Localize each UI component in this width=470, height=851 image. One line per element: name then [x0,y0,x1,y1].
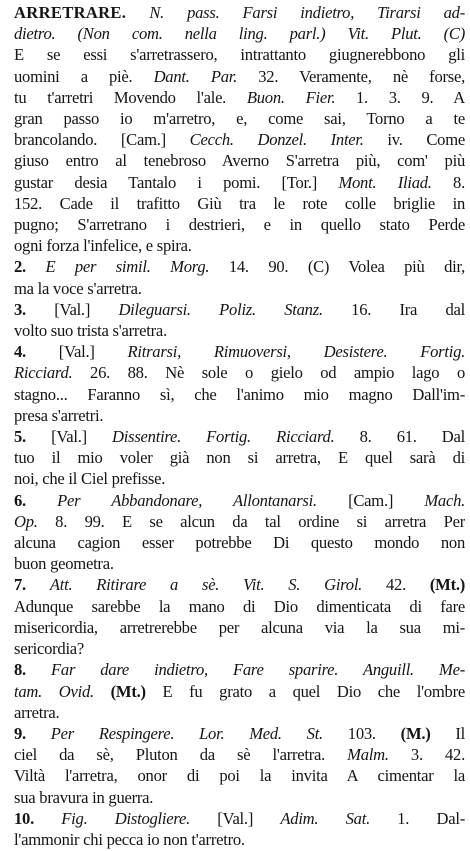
entry-definition [4,2,465,256]
sense-number: 9. [14,723,51,743]
text-line [4,426,465,447]
text-run: l'ammonir chi pecca io non t'arretro. [14,829,245,849]
text-line [4,172,465,193]
text-run: brancolando. [Cam.] [14,130,190,150]
text-run: Viltà l'arretra, onor di poi la invita A cimentar la [14,766,465,786]
italic-text: Ricciard. [14,363,73,383]
text-line [4,362,465,383]
text-run: 8. [431,172,465,192]
text-run: misericordia, arretrerebbe per alcuna via la sua mi- [14,617,465,637]
text-run: 8. 99. E se alcun da tal ordine si arretra Per [37,511,465,531]
text-line [4,23,465,44]
italic-text: Mach. [424,490,465,510]
text-run: [Val.] [54,299,119,319]
text-line [4,659,465,680]
sense-paragraph [4,341,465,426]
text-run: [Val.] [51,427,113,447]
italic-text: Cecch. Donzel. Inter. [189,130,364,150]
italic-text: Adim. Sat. [280,808,370,828]
text-line [4,341,465,362]
text-run: 3. 42. [388,745,465,765]
italic-text: Att. Ritirare a sè. Vit. S. Girol. [49,575,363,595]
text-run: noi, che il Ciel prefisse. [14,469,166,489]
dictionary-entry [4,2,465,850]
sense-paragraph [4,723,465,808]
text-line [4,150,465,171]
text-run: gustar desia Tantalo i pomi. [Tor.] [14,172,339,192]
italic-text: Ritrarsi, Rimuoversi, Desistere. Fortig. [127,342,465,362]
text-line [4,829,465,850]
text-run: tu t'arretri Movendo l'ale. [14,87,247,107]
text-line [4,574,465,595]
text-line [4,723,465,744]
sense-paragraph [4,490,465,575]
text-run: gran passo io m'arretro, e, come sai, Torno a te [14,109,465,129]
text-line [4,256,465,277]
text-run: 1. 3. 9. A [335,87,465,107]
text-run: pugno; S'arretrano i destrieri, e in quello stato Perde [14,215,465,235]
text-run: 42. [362,575,430,595]
italic-text: tam. Ovid. [14,681,94,701]
sense-number: (Mt.) [110,681,146,701]
italic-text: Dant. Par. [153,66,238,86]
sense-list [4,256,465,850]
italic-text: dietro. (Non com. nella ling. parl.) Vit. Plut. (C) [14,24,465,44]
italic-text: Far dare indietro, Fare sparire. Anguill. Me- [51,660,465,680]
italic-text: Dileguarsi. Poliz. Stanz. [118,299,323,319]
italic-text: Malm. [347,745,389,765]
text-run: 1. Dal- [369,808,465,828]
text-run: iv. Come [363,130,465,150]
sense-paragraph [4,659,465,723]
text-run: 14. 90. (C) Volea più dir, [209,257,465,277]
headword: ARRETRARE. [14,3,127,22]
italic-text: Dissentire. Fortig. Ricciard. [112,427,335,447]
text-line [4,468,465,489]
text-run: 16. Ira dal [322,299,465,319]
text-line [4,66,465,87]
text-line [4,744,465,765]
text-run: sericordia? [14,639,85,659]
sense-paragraph [4,256,465,298]
italic-text: Buon. Fier. [246,87,336,107]
text-line [4,447,465,468]
text-run: ciel da sè, Pluton da sè l'arretra. [14,745,348,765]
text-line [4,44,465,65]
text-run: volto suo trista s'arretra. [14,321,167,341]
text-line [4,511,465,532]
text-line [4,235,465,256]
text-line [4,2,465,23]
italic-text: Per Respingere. Lor. Med. St. [50,723,323,743]
text-run: [Cam.] [316,490,425,510]
text-run: Adunque sarebbe la mano di Dio dimenticata di fare [14,596,465,616]
text-run: ma la voce s'arretra. [14,278,142,298]
text-line [4,681,465,702]
text-run: presa s'arretri. [14,405,104,425]
text-run: 8. 61. Dal [334,427,465,447]
sense-paragraph [4,426,465,490]
sense-number: 3. [14,299,55,319]
italic-text: N. pass. Farsi indietro, Tirarsi ad- [149,3,465,22]
text-run: stagno... Faranno sì, che l'animo mio magno Dall'im- [14,384,465,404]
sense-number: 5. [14,427,52,447]
text-run: 103. [322,723,401,743]
text-line [4,108,465,129]
text-run: 152. Cade il trafitto Giù tra le rote colle briglie in [14,193,465,213]
italic-text: E per simil. Morg. [45,257,210,277]
text-line [4,490,465,511]
text-line [4,320,465,341]
sense-paragraph [4,574,465,659]
text-run: giuso entro al tenebroso Averno S'arretra più, com' più [14,151,465,171]
sense-number: 10. [14,808,62,828]
text-line [4,765,465,786]
sense-paragraph [4,808,465,850]
text-run [126,3,149,22]
italic-text: Mont. Iliad. [338,172,432,192]
text-line [4,532,465,553]
text-run: [Val.] [189,808,281,828]
text-line [4,129,465,150]
text-line [4,553,465,574]
sense-number: (M.) [400,723,431,743]
sense-paragraph [4,299,465,341]
italic-text: Per Abbandonare, Allontanarsi. [57,490,317,510]
text-run: buon geometra. [14,554,114,574]
text-run: sua bravura in guerra. [14,787,154,807]
text-line [4,193,465,214]
text-line [4,638,465,659]
italic-text: Op. [14,511,38,531]
text-line [4,596,465,617]
text-line [4,299,465,320]
text-line [4,384,465,405]
text-line [4,278,465,299]
text-run [94,682,111,701]
text-line [4,787,465,808]
text-line [4,808,465,829]
sense-number: 7. [14,575,50,595]
text-line [4,87,465,108]
text-run: arretra. [14,702,60,722]
italic-text: Fig. Distogliere. [61,808,190,828]
text-line [4,702,465,723]
text-run: E fu grato a quel Dio che l'ombre [145,681,465,701]
text-line [4,617,465,638]
text-line [4,405,465,426]
text-run: alcuna cagion esser potrebbe Di questo mondo non [14,533,465,553]
text-run: Il [430,723,465,743]
sense-number: (Mt.) [429,575,465,595]
text-run: 26. 88. Nè sole o gielo od ampio lago o [72,363,465,383]
text-run: uomini a piè. [14,66,154,86]
text-run: [Val.] [58,342,128,362]
sense-number: 2. [14,257,46,277]
sense-number: 6. [14,490,58,510]
sense-number: 8. [14,660,52,680]
sense-number: 4. [14,342,59,362]
text-run: tuo il mio voler già non si arretra, E quel sarà di [14,448,465,468]
text-run: 32. Veramente, nè forse, [237,66,465,86]
text-run: ogni forza l'infelice, e spira. [14,236,192,256]
text-run: E se essi s'arretrassero, intrattanto giugnerebbono gli [14,45,465,65]
text-line [4,214,465,235]
